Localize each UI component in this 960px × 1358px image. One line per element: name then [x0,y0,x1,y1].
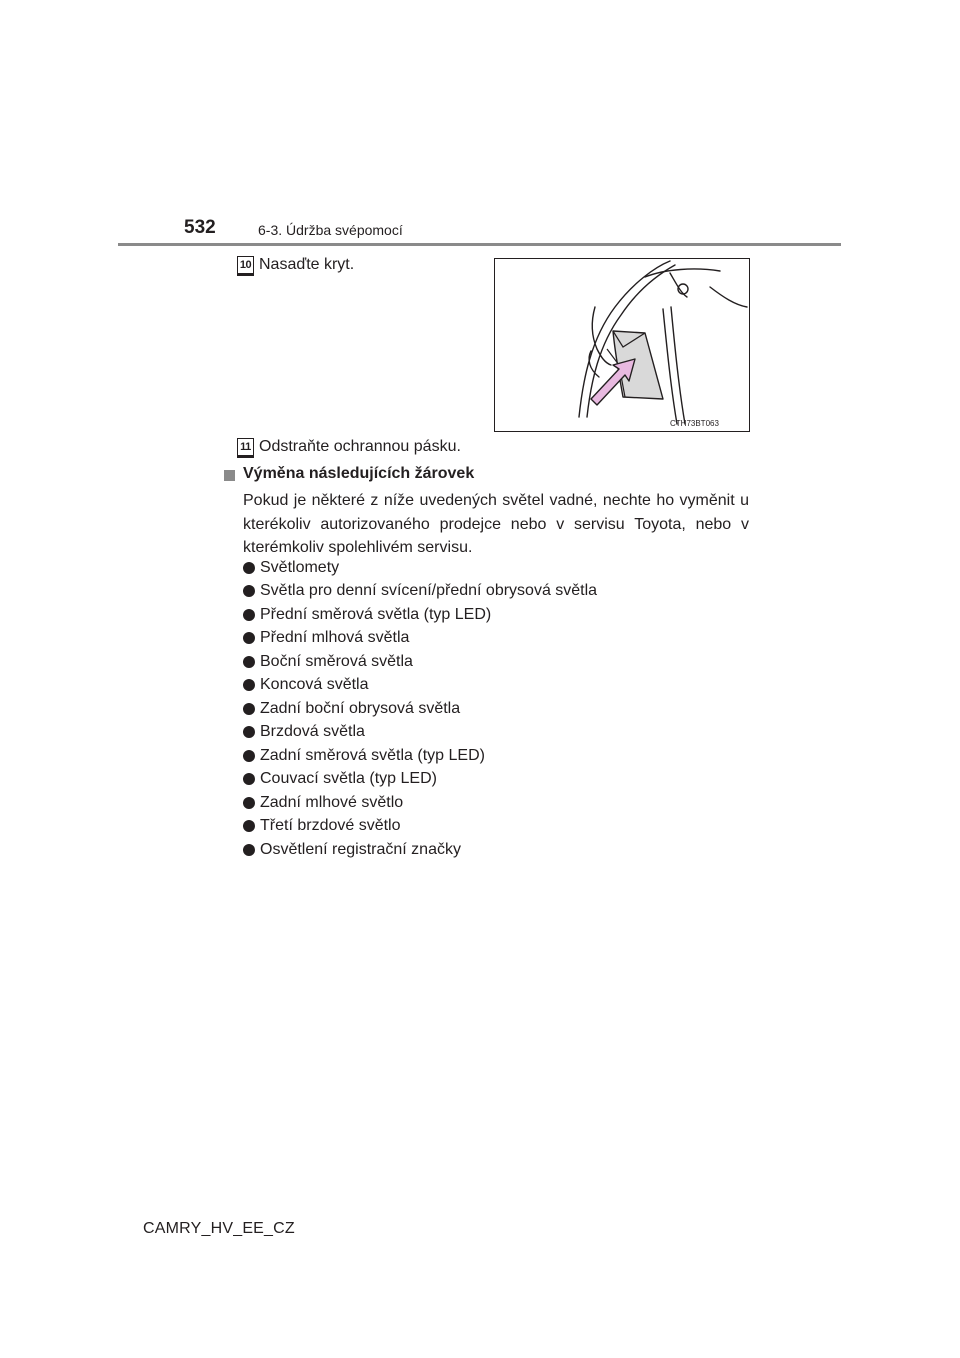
bullet-icon [243,585,255,597]
list-item: Přední mlhová světla [243,627,597,651]
section-paragraph: Pokud je některé z níže uvedených světel vadné, nechte ho vyměnit u kterékoliv autorizovaného prodejce nebo v servisu Toyota, nebo v kterémkoliv spolehlivém servisu. [243,492,749,556]
bullet-icon [243,656,255,668]
step-10-text: Nasaďte kryt. [259,256,355,273]
bullet-icon [243,703,255,715]
step-number-11: 11 [237,438,254,456]
list-item: Přední směrová světla (typ LED) [243,603,597,627]
list-item: Koncová světla [243,674,597,698]
list-item: Třetí brzdové světlo [243,815,597,839]
list-item: Boční směrová světla [243,650,597,674]
list-item: Světla pro denní svícení/přední obrysová světla [243,580,597,604]
bullet-icon [243,750,255,762]
section-title: 6-3. Údržba svépomocí [258,222,403,238]
step-number-10: 10 [237,256,254,274]
bullet-icon [243,844,255,856]
heading-marker [224,470,235,481]
list-item: Zadní směrová světla (typ LED) [243,744,597,768]
illustration-cover-install [494,258,750,432]
header-rule [118,243,841,246]
list-item: Couvací světla (typ LED) [243,768,597,792]
list-item: Zadní mlhové světlo [243,791,597,815]
section-heading: Výměna následujících žárovek [243,465,475,482]
bullet-icon [243,679,255,691]
bullet-icon [243,820,255,832]
cover-install-drawing [495,259,749,431]
list-item: Zadní boční obrysová světla [243,697,597,721]
list-item: Brzdová světla [243,721,597,745]
page-number: 532 [184,217,216,238]
bullet-icon [243,562,255,574]
footer-model-code: CAMRY_HV_EE_CZ [143,1220,295,1237]
bullet-icon [243,797,255,809]
figure-code: CTH73BT063 [670,419,719,428]
step-11-text: Odstraňte ochrannou pásku. [259,438,461,455]
bulb-list [243,556,597,862]
list-item: Osvětlení registrační značky [243,838,597,862]
bullet-icon [243,726,255,738]
bullet-icon [243,773,255,785]
bullet-icon [243,609,255,621]
bullet-icon [243,632,255,644]
list-item: Světlomety [243,556,597,580]
